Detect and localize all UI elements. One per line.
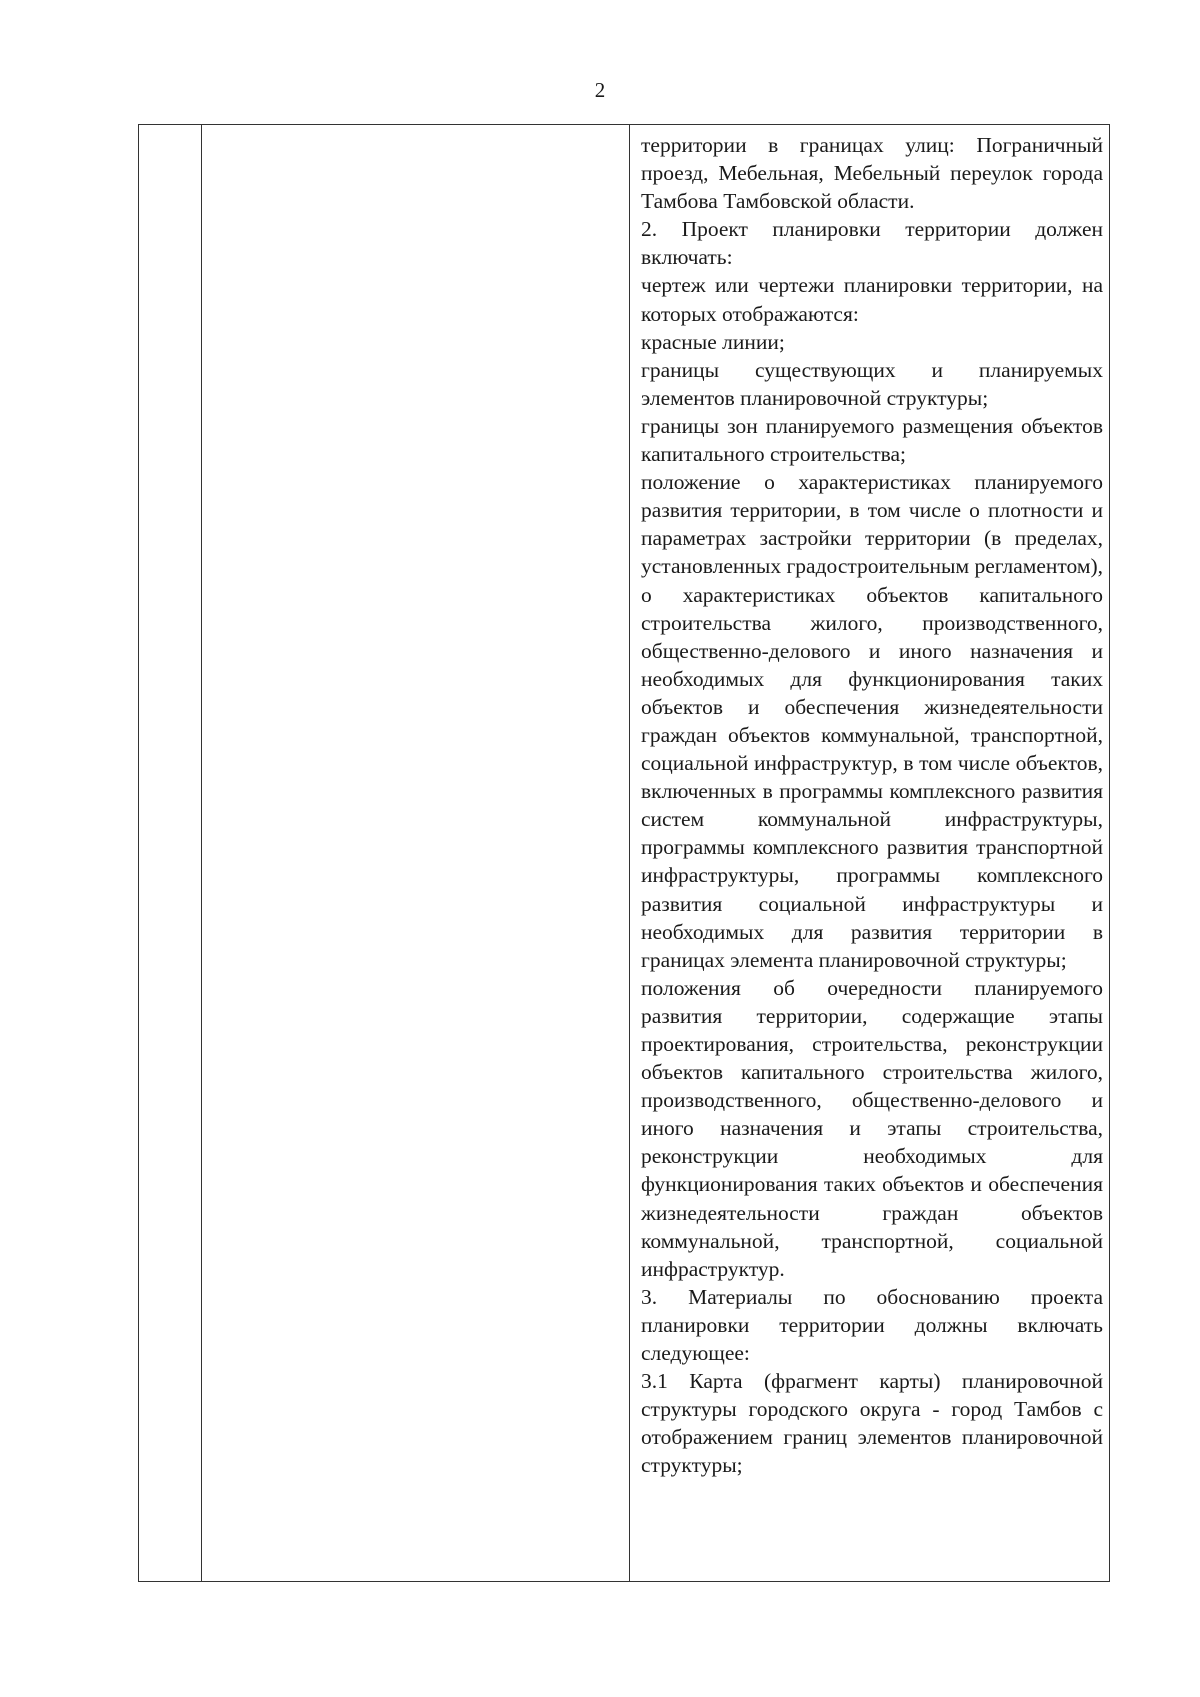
paragraph-development-stages: положения об очередности планируемого развития территории, содержащие этапы проектирования, строительства, реконструкции объектов капитального строительства жилого, производственного, общественно-делового и иного назначения и этапы строительства, реконструкции необходимых для функционирования таких объектов и обеспечения жизнедеятельности граждан объектов коммунальной, транспортной, социальной инфраструктур. [641,975,1103,1281]
table-cell-content [633,125,1111,1581]
paragraph-justification-materials: 3. Материалы по обоснованию проекта планировки территории должны включать следующее: [641,1284,1103,1366]
document-table [138,124,1110,1582]
column-divider [629,125,630,1581]
paragraph-red-lines: красные линии; [641,329,785,354]
paragraph-zone-boundaries: границы зон планируемого размещения объектов капитального строительства; [641,413,1103,467]
paragraph-drawings: чертеж или чертежи планировки территории, на которых отображаются: [641,273,1103,326]
paragraph-territory-boundaries: территории в границах улиц: Пограничный проезд, Мебельная, Мебельный переулок города Тамбова Тамбовской области. [641,133,1103,214]
page-number: 2 [594,78,606,102]
paragraph-development-characteristics: положение о характеристиках планируемого развития территории, в том числе о плотности и параметрах застройки территории (в пределах, установленных градостроительным регламентом), о характеристиках объектов капитального строительства жилого, производственного, общественно-делового и иного назначения и необходимых для функционирования таких объектов и обеспечения жизнедеятельности граждан объектов коммунальной, транспортной, социальной инфраструктур, в том числе объектов, включенных в программы комплексного развития систем коммунальной инфраструктуры, программы комплексного развития транспортной инфраструктуры, программы комплексного развития социальной инфраструктуры и необходимых для развития территории в границах элемента планировочной структуры; [641,470,1103,972]
table-cell-name [201,125,629,1581]
paragraph-structure-boundaries: границы существующих и планируемых элементов планировочной структуры; [641,357,1103,410]
table-cell-number [139,125,201,1581]
column-divider [201,125,202,1581]
paragraph-structure-map: 3.1 Карта (фрагмент карты) планировочной структуры городского округа - город Тамбов с отображением границ элементов планировочной структуры; [641,1369,1103,1478]
paragraph-project-contents: 2. Проект планировки территории должен включать: [641,217,1103,270]
